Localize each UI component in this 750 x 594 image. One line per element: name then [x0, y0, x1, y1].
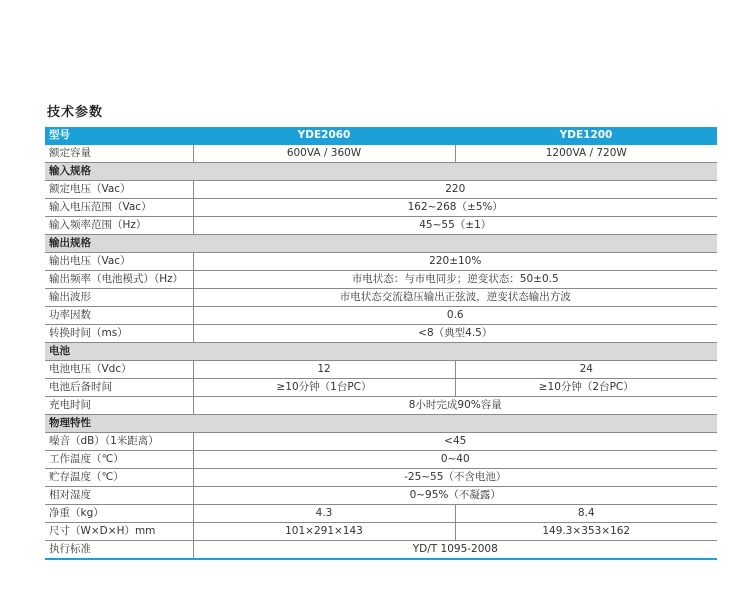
spec-row: [45, 217, 717, 235]
spec-value: 0~40: [193, 451, 717, 469]
section-header-row: [45, 343, 717, 361]
spec-value: 162~268（±5%）: [193, 199, 717, 217]
spec-table: [45, 127, 717, 560]
spec-label: 噪音（dB）（1米距离）: [45, 433, 193, 451]
spec-label: 输出频率（电池模式）（Hz）: [45, 271, 193, 289]
spec-value: YD/T 1095-2008: [193, 541, 717, 560]
spec-row: [45, 289, 717, 307]
spec-row: [45, 379, 717, 397]
spec-label: 输入电压范围（Vac）: [45, 199, 193, 217]
section-label: 输出规格: [45, 235, 717, 253]
spec-value-model-a: ≥10分钟（1台PC）: [193, 379, 455, 397]
spec-label: 充电时间: [45, 397, 193, 415]
spec-label: 转换时间（ms）: [45, 325, 193, 343]
spec-value: <45: [193, 433, 717, 451]
model-a-header: YDE2060: [193, 127, 455, 145]
spec-row: [45, 523, 717, 541]
spec-value: 220±10%: [193, 253, 717, 271]
spec-label: 执行标准: [45, 541, 193, 560]
spec-row: [45, 271, 717, 289]
spec-row: [45, 325, 717, 343]
spec-value: 市电状态：与市电同步；逆变状态：50±0.5: [193, 271, 717, 289]
model-b-header: YDE1200: [455, 127, 717, 145]
model-label-header: 型号: [45, 127, 193, 145]
spec-row: [45, 199, 717, 217]
spec-row: [45, 469, 717, 487]
spec-label: 相对湿度: [45, 487, 193, 505]
spec-row: [45, 487, 717, 505]
spec-row: [45, 397, 717, 415]
spec-label: 贮存温度（℃）: [45, 469, 193, 487]
spec-label: 电池电压（Vdc）: [45, 361, 193, 379]
spec-value: -25~55（不含电池）: [193, 469, 717, 487]
spec-row: [45, 145, 717, 163]
section-header-row: [45, 163, 717, 181]
spec-value: 45~55（±1）: [193, 217, 717, 235]
section-label: 物理特性: [45, 415, 717, 433]
spec-value-model-b: 8.4: [455, 505, 717, 523]
spec-row: [45, 181, 717, 199]
spec-value-model-a: 4.3: [193, 505, 455, 523]
spec-label: 尺寸（W×D×H）mm: [45, 523, 193, 541]
spec-value-model-b: 1200VA / 720W: [455, 145, 717, 163]
spec-row: [45, 505, 717, 523]
table-header-row: [45, 127, 717, 145]
spec-value-model-b: 24: [455, 361, 717, 379]
spec-row: [45, 253, 717, 271]
spec-value: 8小时完成90%容量: [193, 397, 717, 415]
spec-label: 净重（kg）: [45, 505, 193, 523]
spec-label: 额定电压（Vac）: [45, 181, 193, 199]
section-label: 电池: [45, 343, 717, 361]
spec-value: 220: [193, 181, 717, 199]
spec-value-model-a: 600VA / 360W: [193, 145, 455, 163]
spec-row: [45, 361, 717, 379]
spec-row: [45, 433, 717, 451]
spec-label: 电池后备时间: [45, 379, 193, 397]
section-header-row: [45, 235, 717, 253]
page-title: 技术参数: [47, 105, 104, 120]
spec-value: <8（典型4.5）: [193, 325, 717, 343]
spec-label: 输出电压（Vac）: [45, 253, 193, 271]
spec-label: 额定容量: [45, 145, 193, 163]
spec-label: 功率因数: [45, 307, 193, 325]
spec-row: [45, 451, 717, 469]
spec-value-model-a: 101×291×143: [193, 523, 455, 541]
section-label: 输入规格: [45, 163, 717, 181]
spec-value-model-b: 149.3×353×162: [455, 523, 717, 541]
spec-label: 输入频率范围（Hz）: [45, 217, 193, 235]
spec-table-body: [45, 145, 717, 560]
spec-value-model-b: ≥10分钟（2台PC）: [455, 379, 717, 397]
spec-value: 市电状态交流稳压输出正弦波，逆变状态输出方波: [193, 289, 717, 307]
spec-row: [45, 541, 717, 560]
spec-row: [45, 307, 717, 325]
section-header-row: [45, 415, 717, 433]
spec-value: 0~95%（不凝露）: [193, 487, 717, 505]
spec-label: 输出波形: [45, 289, 193, 307]
spec-value-model-a: 12: [193, 361, 455, 379]
spec-label: 工作温度（℃）: [45, 451, 193, 469]
spec-value: 0.6: [193, 307, 717, 325]
